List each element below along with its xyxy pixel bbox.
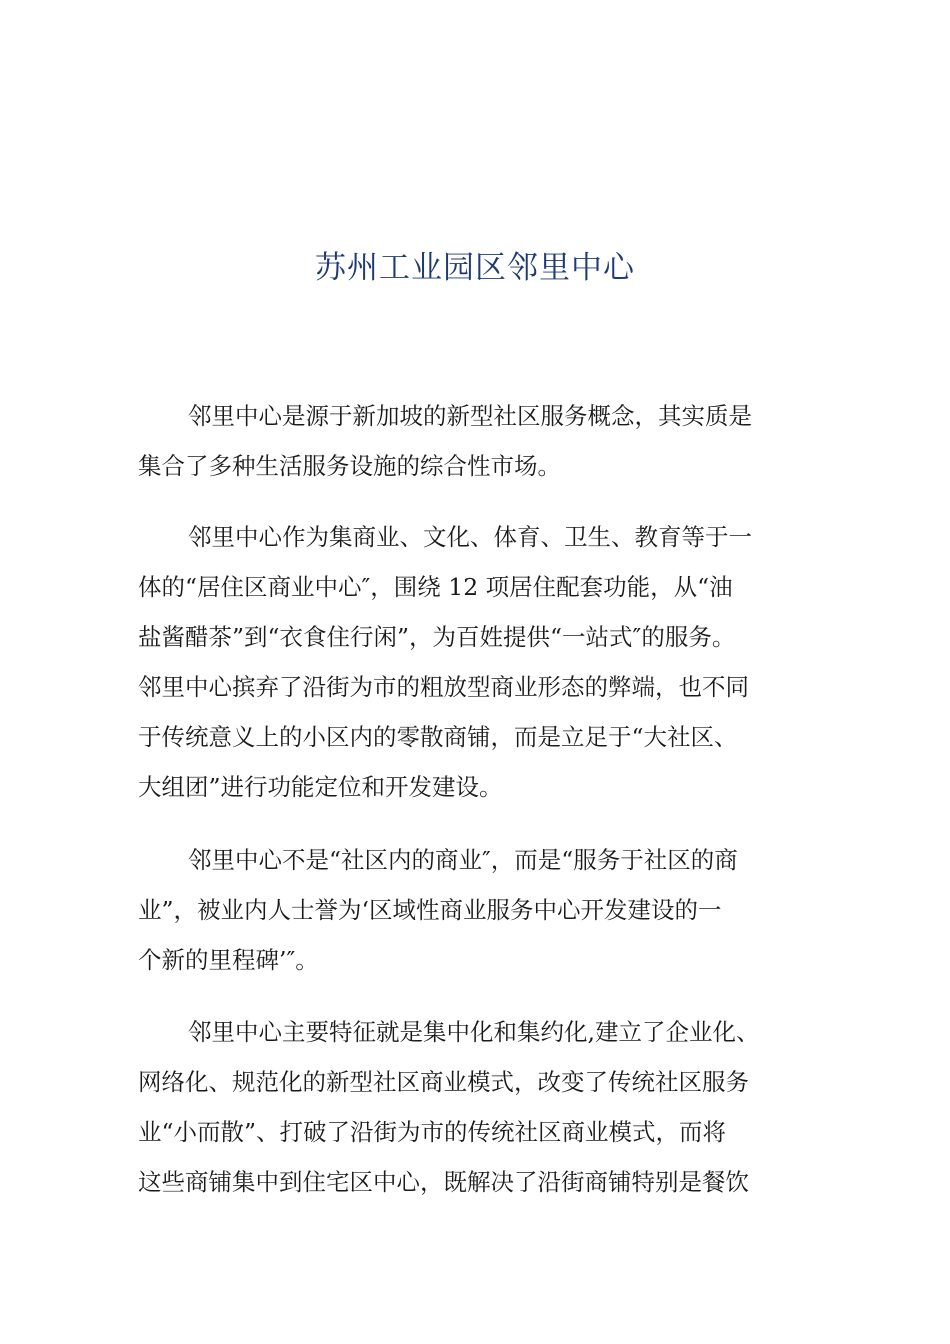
paragraph-2-line-4: 邻里中心摈弃了沿街为市的粗放型商业形态的弊端，也不同 xyxy=(138,673,749,701)
paragraph-1-line-2: 集合了多种生活服务设施的综合性市场。 xyxy=(138,452,561,480)
paragraph-2-line-2: 体的“居住区商业中心″，围绕 12 项居住配套功能，从“油 xyxy=(138,573,733,601)
paragraph-2-line-6: 大组团”进行功能定位和开发建设。 xyxy=(138,773,503,801)
paragraph-3-line-1: 邻里中心不是“社区内的商业″，而是“服务于社区的商 xyxy=(188,846,738,874)
paragraph-2-line-5: 于传统意义上的小区内的零散商铺，而是立足于“大社区、 xyxy=(138,723,738,751)
paragraph-3-line-3: 个新的里程碑’″。 xyxy=(138,946,319,974)
paragraph-2-line-3: 盐酱醋茶”到“衣食住行闲”，为百姓提供“一站式″的服务。 xyxy=(138,623,736,651)
paragraph-1-line-1: 邻里中心是源于新加坡的新型社区服务概念，其实质是 xyxy=(188,402,752,430)
document-title: 苏州工业园区邻里中心 xyxy=(315,250,635,286)
paragraph-2-line-1: 邻里中心作为集商业、文化、体育、卫生、教育等于一 xyxy=(188,523,752,551)
paragraph-4-line-3: 业“小而散”、打破了沿街为市的传统社区商业模式，而将 xyxy=(138,1118,727,1146)
paragraph-4-line-2: 网络化、规范化的新型社区商业模式，改变了传统社区服务 xyxy=(138,1068,749,1096)
paragraph-4-line-4: 这些商铺集中到住宅区中心，既解决了沿街商铺特别是餐饮 xyxy=(138,1168,749,1196)
paragraph-4-line-1: 邻里中心主要特征就是集中化和集约化,建立了企业化、 xyxy=(188,1018,760,1046)
paragraph-3-line-2: 业”，被业内人士誉为‘区域性商业服务中心开发建设的一 xyxy=(138,896,722,924)
